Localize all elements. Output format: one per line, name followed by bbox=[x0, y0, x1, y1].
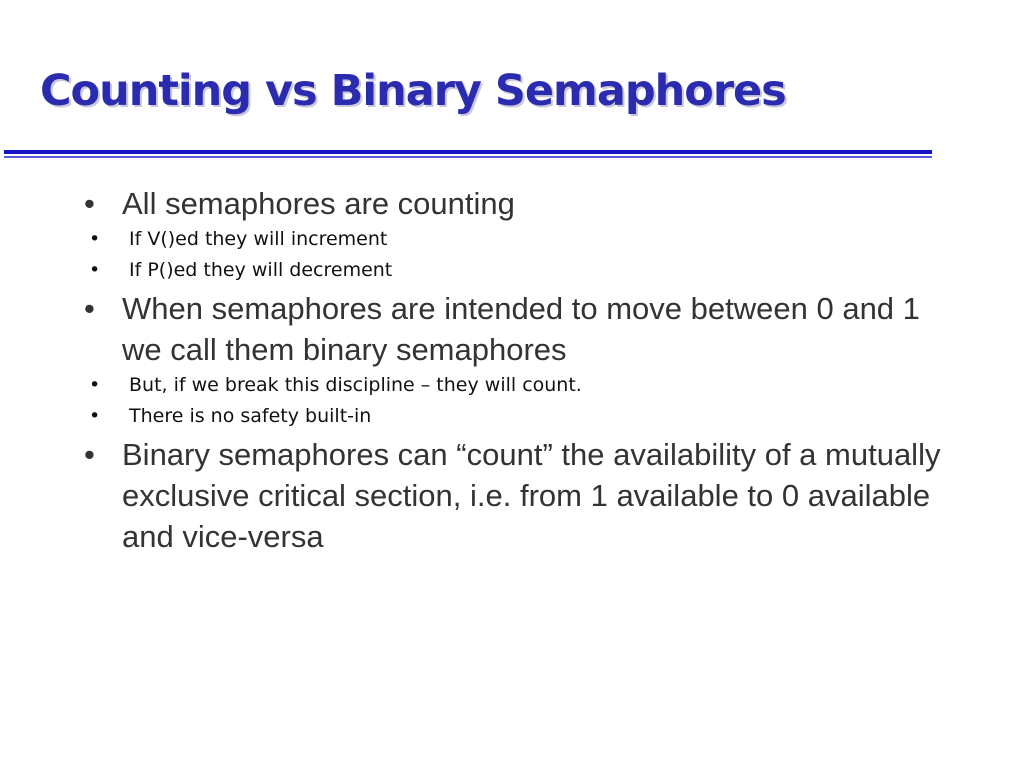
sub-bullet-item bbox=[78, 255, 958, 286]
sub-bullet-item bbox=[78, 370, 958, 401]
sub-bullet-icon: • bbox=[89, 374, 101, 396]
sub-bullet-text: But, if we break this discipline – they will count. bbox=[129, 374, 582, 396]
bullet-item bbox=[78, 288, 958, 370]
slide-title: Counting vs Binary Semaphores bbox=[40, 66, 786, 116]
bullet-icon: • bbox=[84, 291, 95, 326]
sub-bullet-text: If V()ed they will increment bbox=[129, 228, 388, 250]
bullet-text: When semaphores are intended to move between 0 and 1 we call them binary semaphores bbox=[122, 291, 920, 367]
bullet-item bbox=[78, 183, 958, 224]
bullet-text: Binary semaphores can “count” the availability of a mutually exclusive critical section, i.e. from 1 available to 0 available and vice-versa bbox=[122, 437, 941, 554]
sub-bullet-icon: • bbox=[89, 259, 101, 281]
sub-bullet-icon: • bbox=[89, 405, 101, 427]
bullet-text: All semaphores are counting bbox=[122, 186, 515, 221]
bullet-list bbox=[78, 183, 958, 557]
sub-bullet-text: If P()ed they will decrement bbox=[129, 259, 393, 281]
sub-bullet-item bbox=[78, 401, 958, 432]
bullet-icon: • bbox=[84, 186, 95, 221]
bullet-icon: • bbox=[84, 437, 95, 472]
sub-bullet-text: There is no safety built-in bbox=[129, 405, 372, 427]
title-underline bbox=[4, 150, 932, 154]
sub-bullet-list bbox=[78, 224, 958, 286]
sub-bullet-list bbox=[78, 370, 958, 432]
sub-bullet-icon: • bbox=[89, 228, 101, 250]
sub-bullet-item bbox=[78, 224, 958, 255]
title-underline-secondary bbox=[4, 156, 932, 158]
bullet-item bbox=[78, 434, 958, 557]
